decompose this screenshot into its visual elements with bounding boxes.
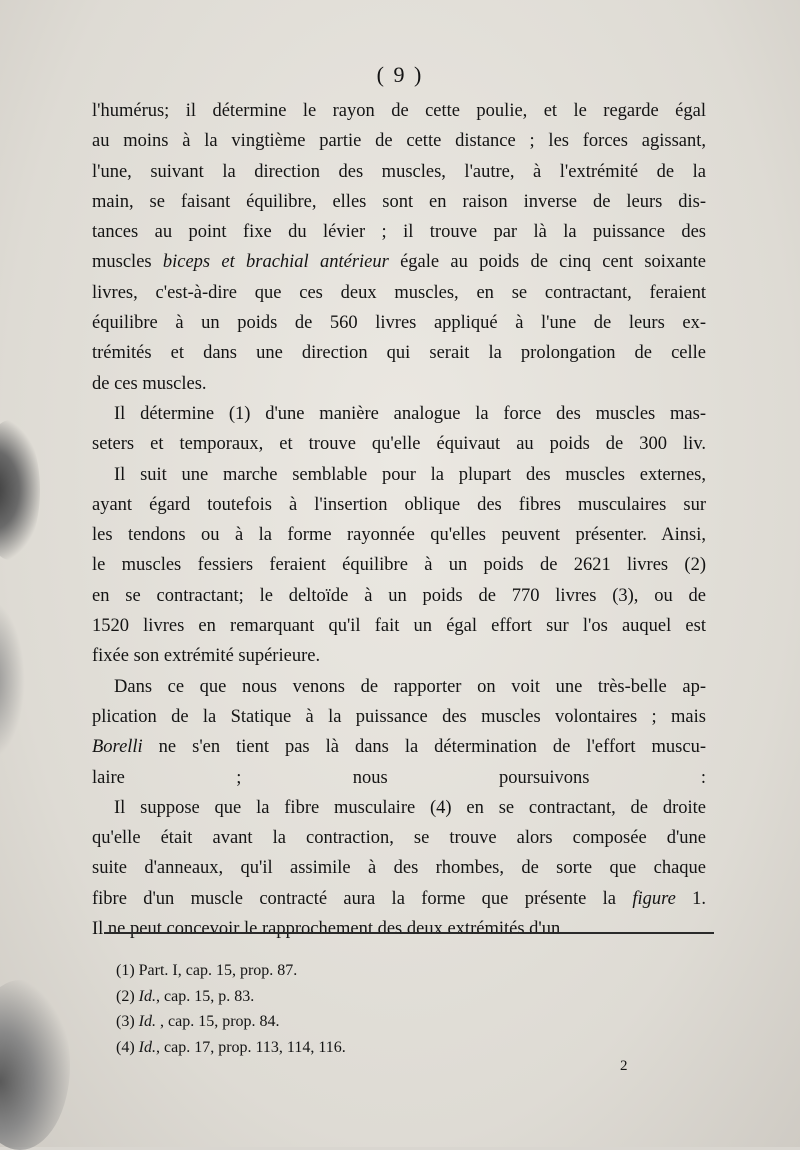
stain [0,980,70,1150]
text-line: le muscles fessiers feraient équilibre à un poids de 2621 livres (2) [92,555,706,576]
text-line: trémités et dans une direction qui serait la prolongation de celle [92,343,706,364]
text-line: l'une, suivant la direction des muscles, l'autre, à l'extrémité de la [92,161,706,182]
text-line: muscles biceps et brachial antérieur égale au poids de cinq cent soixante [92,252,707,273]
text-line: l'humérus; il détermine le rayon de cette poulie, et le regarde égal [92,101,706,121]
text-line: Borelli ne s'en tient pas là dans la détermination de l'effort muscu- [92,737,706,758]
stain [0,420,40,560]
text-line: Dans ce que nous venons de rapporter on voit une très-belle ap- [114,676,706,697]
text-line: tances au point fixe du lévier ; il trouve par là la puissance des [92,222,706,243]
footnote: (4) Id., cap. 17, prop. 113, 114, 116. [116,1038,346,1056]
text-line: fixée son extrémité supérieure. [92,646,321,667]
text-line: fibre d'un muscle contracté aura la forme que présente la figure 1. [92,888,707,909]
text-line: les tendons ou à la forme rayonnée qu'elles peuvent présenter. Ainsi, [92,525,706,546]
page-number: ( 9 ) [376,62,424,87]
footnote: (2) Id., cap. 15, p. 83. [116,987,255,1005]
text-line: seters et temporaux, et trouve qu'elle équivaut au poids de 300 liv. [92,434,706,455]
text-line: équilibre à un poids de 560 livres appliqué à l'une de leurs ex- [92,313,706,334]
text-line: laire ; nous poursuivons : [92,767,706,788]
footnote: (1) Part. I, cap. 15, prop. 87. [116,962,298,979]
text-line: main, se faisant équilibre, elles sont en raison inverse de leurs dis- [92,191,706,212]
text-line: Il suppose que la fibre musculaire (4) en se contractant, de droite [114,797,706,818]
text-line: au moins à la vingtième partie de cette distance ; les forces agissant, [92,131,706,152]
stain [0,600,25,760]
footnotes [116,958,346,1060]
text-line: 1520 livres en remarquant qu'il fait un égal effort sur l'os auquel est [92,616,706,637]
text-line: Il ne peut concevoir le rapprochement des deux extrémités d'un [92,919,561,940]
text-line: de ces muscles. [92,373,207,394]
text-line: qu'elle était avant la contraction, se trouve alors composée d'une [92,828,706,849]
signature-mark: 2 [620,1058,628,1074]
text-line: Il détermine (1) d'une manière analogue la force des muscles mas- [114,403,706,424]
text-line: Il suit une marche semblable pour la plupart des muscles externes, [114,464,706,485]
text-line: plication de la Statique à la puissance des muscles volontaires ; mais [92,706,706,727]
text-line: suite d'anneaux, qu'il assimile à des rhombes, de sorte que chaque [92,858,706,879]
text-line: ayant égard toutefois à l'insertion oblique des fibres musculaires sur [92,494,706,515]
text-line: livres, c'est-à-dire que ces deux muscles, en se contractant, feraient [92,282,706,303]
text-line: en se contractant; le deltoïde à un poids de 770 livres (3), ou de [92,585,706,606]
footnote-rule [104,932,714,934]
body-text [92,96,706,944]
footnote: (3) Id. , cap. 15, prop. 84. [116,1013,280,1030]
